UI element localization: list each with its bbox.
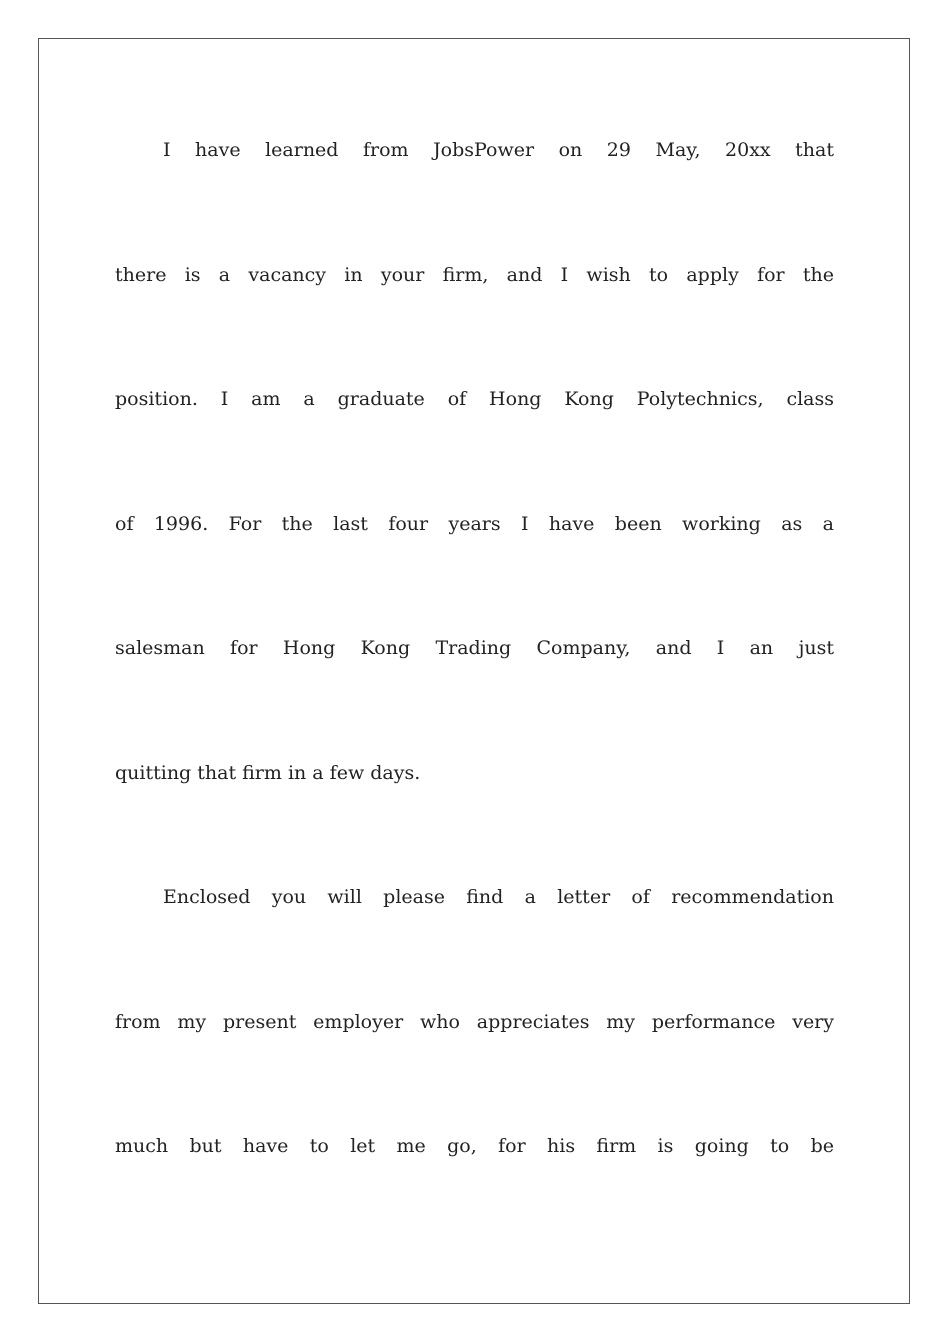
paragraph-1-line-5: salesman for Hong Kong Trading Company, and I an just	[115, 637, 834, 659]
paragraph-1-line-3: position. I am a graduate of Hong Kong Polytechnics, class	[115, 388, 834, 410]
paragraph-2-line-1: Enclosed you will please find a letter of recommendation	[163, 886, 834, 908]
paragraph-2-line-3: much but have to let me go, for his firm is going to be	[115, 1135, 834, 1157]
paragraph-2-line-2: from my present employer who appreciates my performance very	[115, 1011, 834, 1033]
paragraph-1-line-2: there is a vacancy in your firm, and I wish to apply for the	[115, 264, 834, 286]
paragraph-1-line-6: quitting that firm in a few days.	[115, 762, 421, 784]
page-border	[38, 38, 910, 1304]
paragraph-1-line-4: of 1996. For the last four years I have been working as a	[115, 513, 834, 535]
paragraph-1-line-1: I have learned from JobsPower on 29 May, 20xx that	[163, 139, 834, 161]
